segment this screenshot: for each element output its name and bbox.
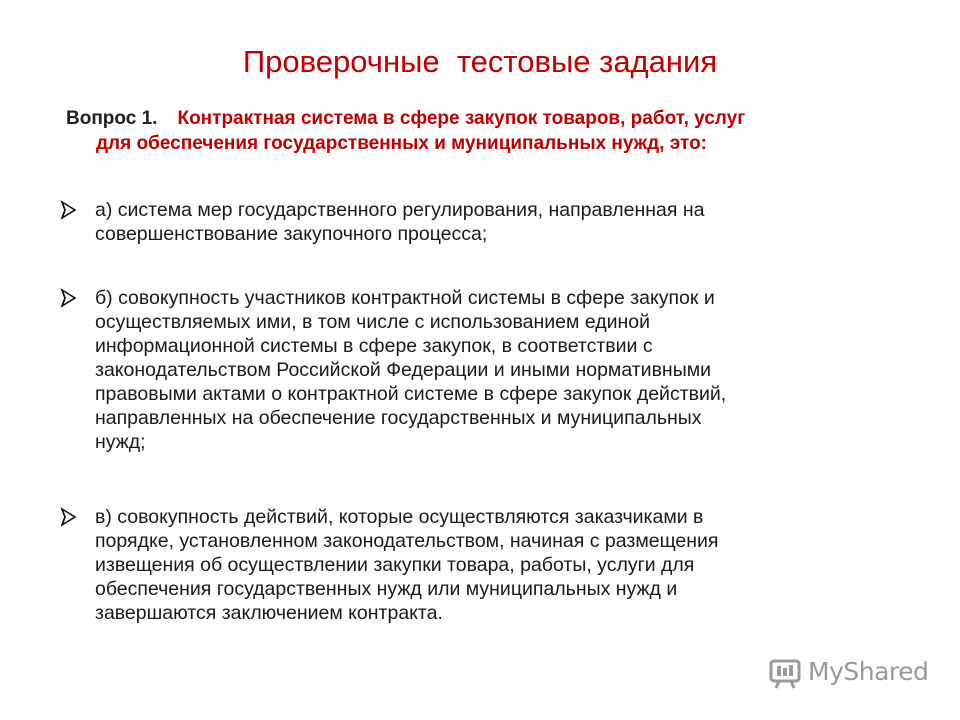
myshared-logo-icon [768,656,804,690]
answer-b-line: правовыми актами о контрактной системе в сфере закупок действий, [95,383,727,405]
answer-a-line: совершенствование закупочного процесса; [95,223,488,245]
slide-title: Проверочные тестовые задания [242,44,718,79]
answer-b-line: осуществляемых ими, в том числе с использованием единой [95,311,651,333]
watermark-text: MyShared [808,657,929,686]
answer-a-text [95,198,888,246]
arrow-bullet-icon [58,507,78,527]
question-line-1 [66,106,926,131]
question-text-line2: для обеспечения государственных и муниципальных нужд, это: [96,133,707,154]
answer-c [58,505,888,625]
question-number: Вопрос 1. [66,108,158,129]
answer-c-line: обеспечения государственных нужд или муниципальных нужд и [95,578,678,600]
answer-a-line: а) система мер государственного регулирования, направленная на [95,199,705,221]
question-block [66,106,926,156]
answer-c-text [95,505,888,625]
answer-c-line: завершаются заключением контракта. [95,602,443,624]
answer-a [58,198,888,246]
answer-b-text [95,286,888,454]
answer-b-line: законодательством Российской Федерации и иными нормативными [95,359,712,381]
question-text-line1: Контрактная система в сфере закупок товаров, работ, услуг [177,108,746,129]
answer-c-line: извещения об осуществлении закупки товара, работы, услуги для [95,554,695,576]
answer-b [58,286,888,454]
answer-b-line: информационной системы в сфере закупок, в соответствии с [95,335,653,357]
watermark [768,656,928,692]
arrow-bullet-icon [58,200,78,220]
answer-b-line: б) совокупность участников контрактной системы в сфере закупок и [95,287,715,309]
arrow-bullet-icon [58,288,78,308]
answer-b-line: направленных на обеспечение государственных и муниципальных [95,407,702,429]
answer-c-line: в) совокупность действий, которые осуществляются заказчиками в [95,506,704,528]
answer-b-line: нужд; [95,431,146,453]
answer-c-line: порядке, установленном законодательством, начиная с размещения [95,530,719,552]
